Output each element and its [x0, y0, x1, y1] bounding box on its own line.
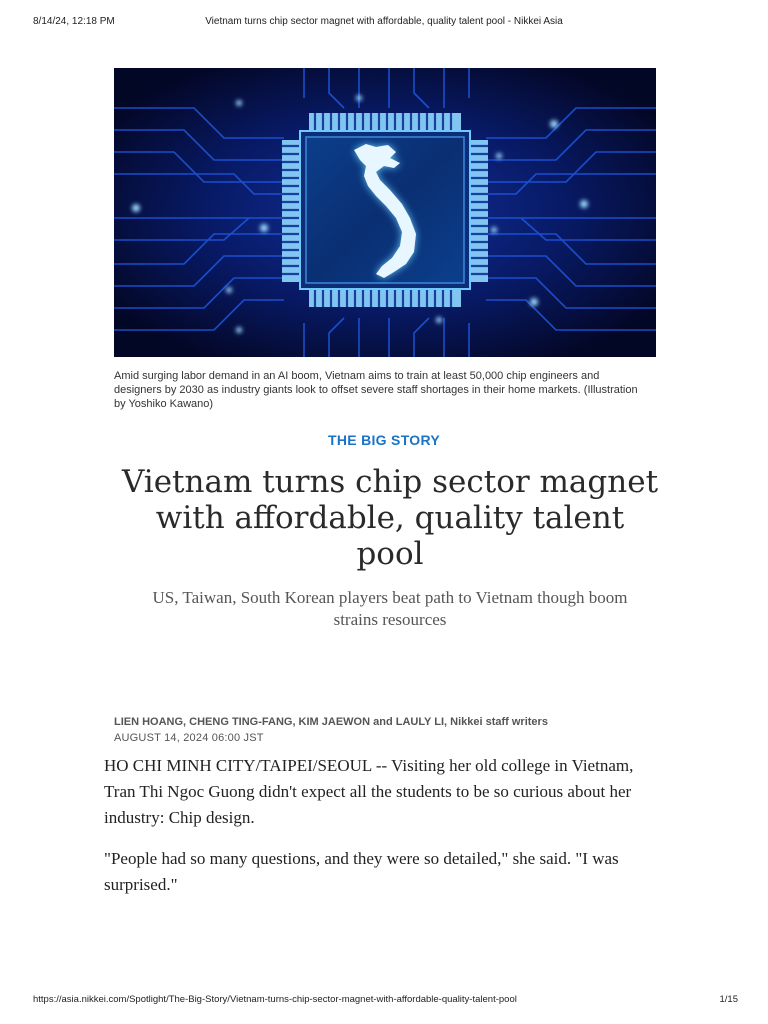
print-page-number: 1/15: [719, 994, 738, 1005]
article-subheadline: US, Taiwan, South Korean players beat path to Vietnam though boom strains resources: [152, 588, 628, 629]
article-headline: Vietnam turns chip sector magnet with affordable, quality talent pool: [121, 464, 659, 572]
article-date: AUGUST 14, 2024 06:00 JST: [114, 732, 264, 744]
print-header: [33, 16, 735, 30]
vietnam-chip-illustration-icon: [114, 68, 656, 357]
hero-image: [114, 68, 656, 357]
section-kicker[interactable]: THE BIG STORY: [327, 432, 441, 448]
print-page-title: Vietnam turns chip sector magnet with affordable, quality talent pool - Nikkei Asia: [205, 16, 563, 27]
article-paragraph: "People had so many questions, and they were so detailed," she said. "I was surprised.": [104, 849, 619, 894]
article-byline: LIEN HOANG, CHENG TING-FANG, KIM JAEWON and LAULY LI, Nikkei staff writers: [114, 716, 548, 728]
print-url[interactable]: https://asia.nikkei.com/Spotlight/The-Big-Story/Vietnam-turns-chip-sector-magnet-with-affordable-quality-talent-pool: [33, 994, 517, 1005]
print-datetime: 8/14/24, 12:18 PM: [33, 16, 115, 27]
article-paragraph: HO CHI MINH CITY/TAIPEI/SEOUL -- Visiting her old college in Vietnam, Tran Thi Ngoc Guong didn't expect all the students to be so curious about her industry: Chip design.: [104, 756, 634, 827]
image-caption: Amid surging labor demand in an AI boom, Vietnam aims to train at least 50,000 chip engineers and designers by 2030 as industry giants look to offset severe staff shortages in their home markets. (Illustration by Yoshiko Kawano): [114, 370, 638, 410]
